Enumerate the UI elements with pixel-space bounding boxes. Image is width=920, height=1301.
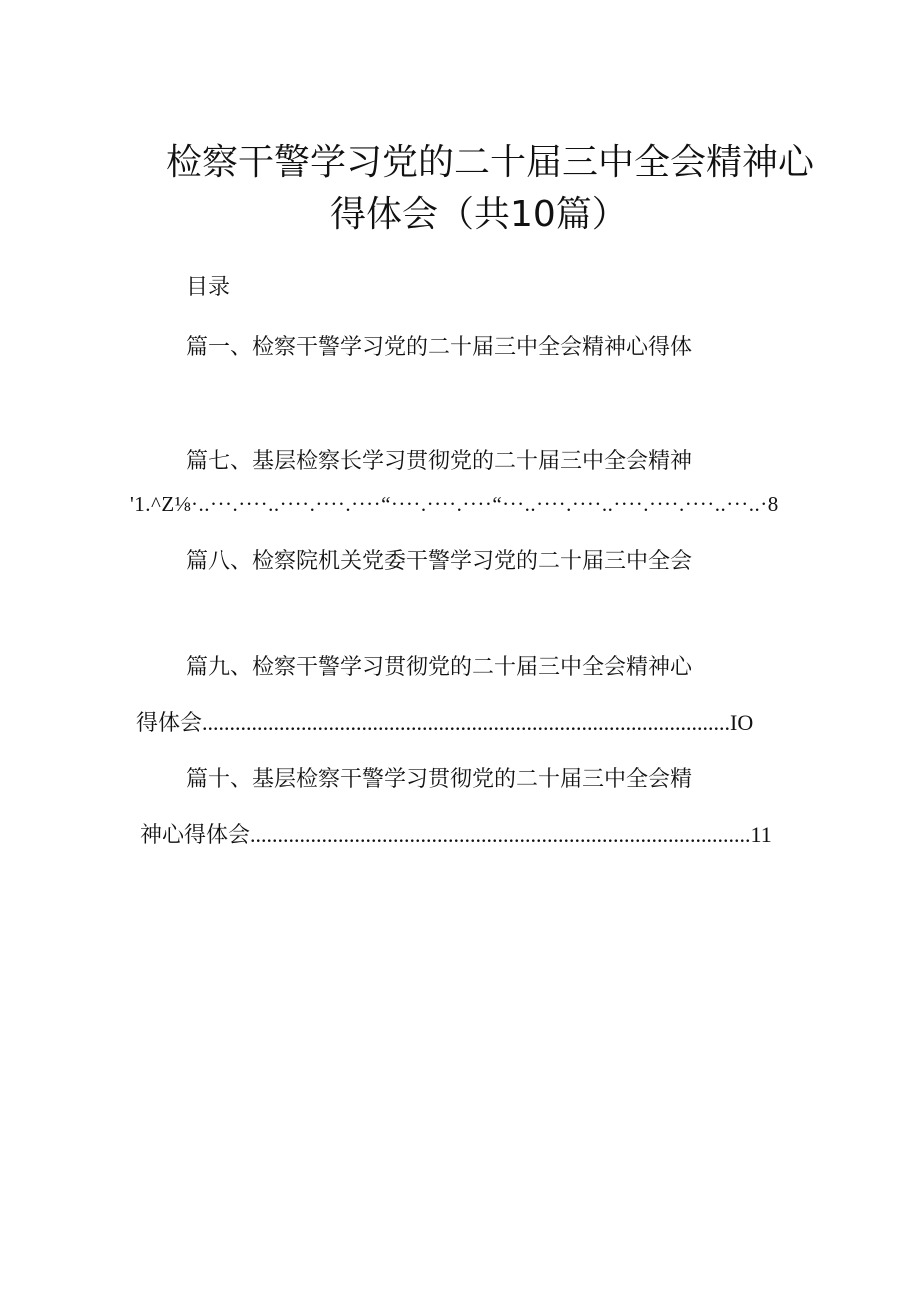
toc-entry-10-continuation[interactable] <box>140 818 772 849</box>
toc-heading: 目录 <box>186 275 231 300</box>
toc-page-number: IO <box>730 710 754 735</box>
toc-page-number: 11 <box>750 822 772 847</box>
toc-entry-7[interactable]: 篇七、基层检察长学习贯彻党的二十届三中全会精神 <box>186 449 693 474</box>
toc-leader-dots: ................................................................................................ <box>202 710 731 735</box>
toc-entry-9[interactable]: 篇九、检察干警学习贯彻党的二十届三中全会精神心 <box>186 655 693 680</box>
document-title-line-1: 检察干警学习党的二十届三中全会精神心 <box>166 142 815 183</box>
document-title-line-2: 得体会（共10篇） <box>330 194 628 235</box>
toc-entry-10[interactable]: 篇十、基层检察干警学习贯彻党的二十届三中全会精 <box>186 767 693 792</box>
toc-entry-1[interactable]: 篇一、检察干警学习党的二十届三中全会精神心得体 <box>186 335 693 360</box>
toc-entry-7-continuation[interactable]: '1.^Z⅛·..···.····..····.····.····“····.····.····“···..····.····..····.····.····..···..·8 <box>130 492 779 516</box>
toc-entry-9-text: 得体会 <box>136 711 203 736</box>
toc-leader-dots: ........................................................................................... <box>250 822 751 847</box>
toc-entry-9-continuation[interactable] <box>136 706 753 737</box>
toc-entry-8[interactable]: 篇八、检察院机关党委干警学习党的二十届三中全会 <box>186 549 693 574</box>
toc-entry-10-text: 神心得体会 <box>140 823 251 848</box>
